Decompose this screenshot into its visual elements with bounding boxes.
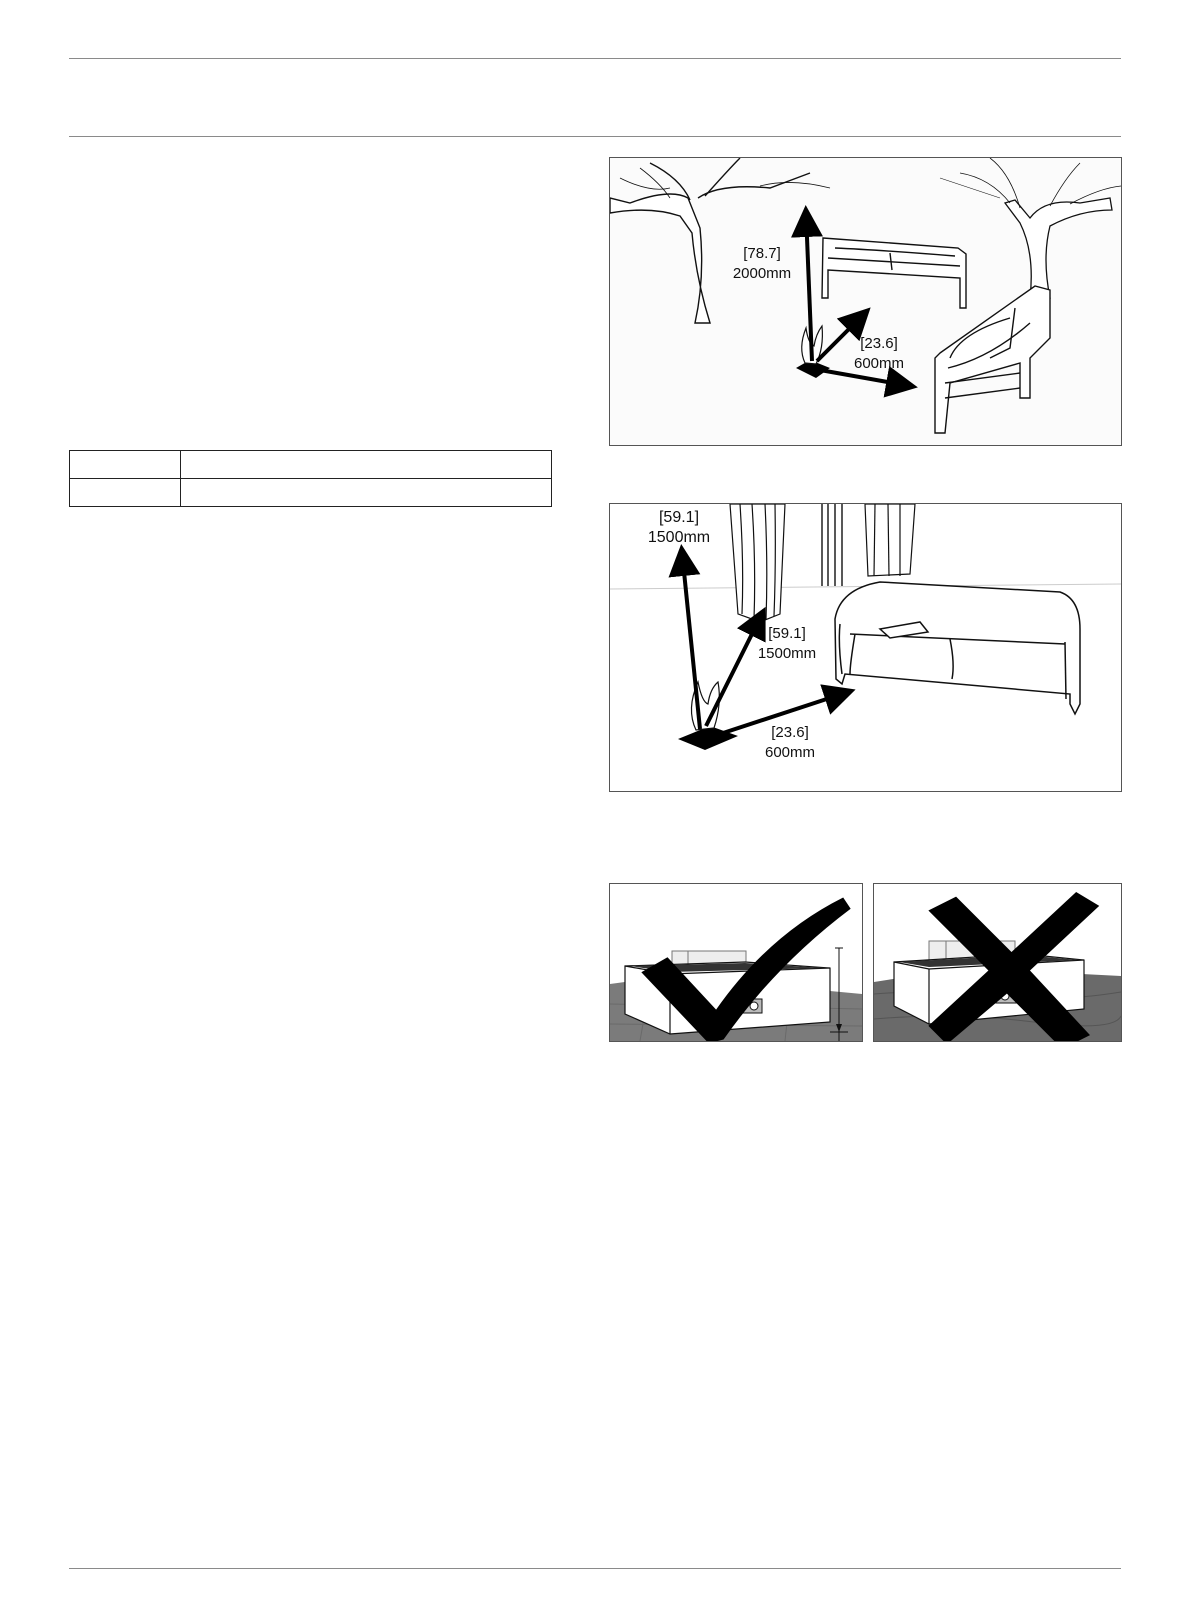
height-clearance-inch: [78.7] <box>743 245 781 262</box>
covered-clearance-figure <box>609 503 1122 792</box>
height-clearance-mm: 2000mm <box>732 265 792 282</box>
table-cell <box>181 451 552 479</box>
side-clearance-label <box>844 334 914 374</box>
table-cell <box>70 479 181 507</box>
header-bottom-rule <box>69 136 1121 137</box>
footer-rule <box>69 1568 1121 1569</box>
check-mark-icon <box>620 890 863 1042</box>
specification-table <box>69 450 552 507</box>
header-top-rule <box>69 58 1121 59</box>
table-cell <box>181 479 552 507</box>
outdoor-scene-illustration <box>610 158 1121 445</box>
outdoor-clearance-figure <box>609 157 1122 446</box>
table-row <box>70 451 552 479</box>
correct-placement-figure <box>609 883 863 1042</box>
sofa-clearance-inch: [23.6] <box>771 724 809 741</box>
table-cell <box>70 451 181 479</box>
curtain-clearance-inch: [59.1] <box>768 625 806 642</box>
incorrect-placement-figure <box>873 883 1122 1042</box>
cross-mark-icon <box>888 892 1122 1042</box>
height-clearance-inch: [59.1] <box>658 509 700 526</box>
sofa-clearance-label <box>750 723 830 763</box>
height-clearance-label <box>727 244 797 284</box>
sofa-clearance-mm: 600mm <box>764 744 816 761</box>
side-clearance-inch: [23.6] <box>860 335 898 352</box>
curtain-clearance-mm: 1500mm <box>757 645 817 662</box>
table-row <box>70 479 552 507</box>
height-clearance-label <box>634 508 724 548</box>
height-clearance-mm: 1500mm <box>647 529 711 546</box>
curtain-clearance-label <box>747 624 827 664</box>
side-clearance-mm: 600mm <box>853 355 905 372</box>
